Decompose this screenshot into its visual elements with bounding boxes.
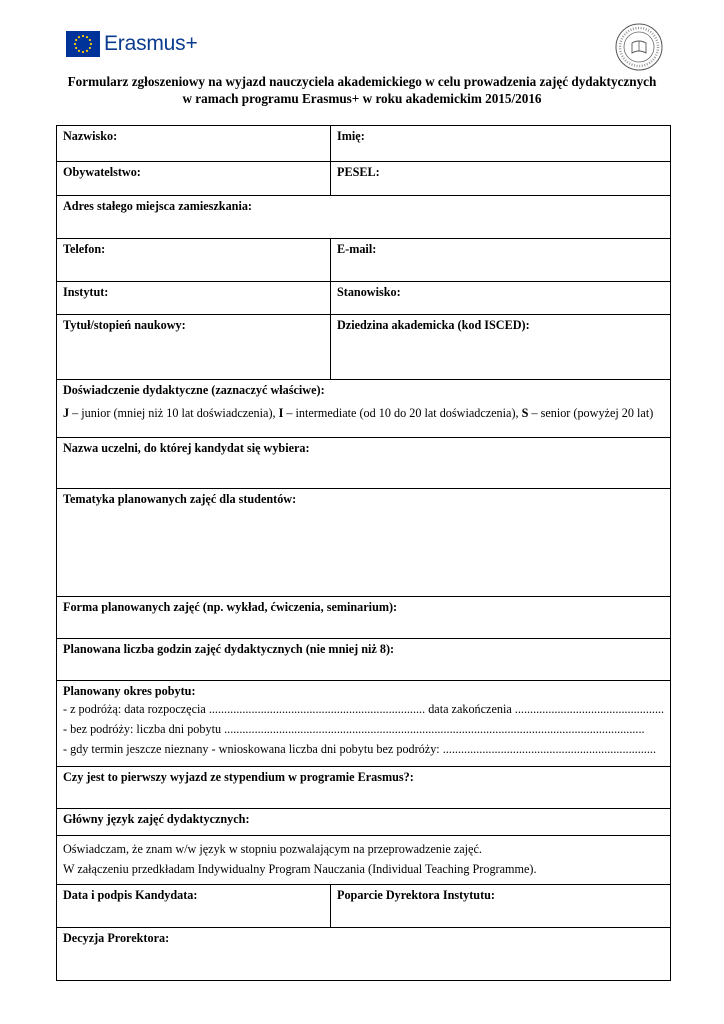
surname-label: Nazwisko: (63, 129, 118, 143)
experience-label: Doświadczenie dydaktyczne (zaznaczyć właściwe): (63, 383, 325, 397)
university-label: Nazwa uczelni, do której kandydat się wybiera: (63, 441, 310, 455)
director-label: Poparcie Dyrektora Instytutu: (337, 888, 495, 902)
experience-s: S (521, 406, 529, 420)
experience-options (63, 406, 664, 421)
first-trip-field[interactable] (57, 767, 671, 809)
decision-field[interactable] (57, 928, 671, 981)
title-line-2: w ramach programu Erasmus+ w roku akademickim 2015/2016 (182, 91, 542, 106)
field-isced-field[interactable] (331, 315, 671, 380)
decision-label: Decyzja Prorektora: (63, 931, 170, 945)
form-title (0, 73, 724, 107)
stay-label: Planowany okres pobytu: (63, 684, 196, 698)
application-form (56, 125, 671, 981)
pesel-label: PESEL: (337, 165, 380, 179)
signature-field[interactable] (57, 885, 331, 928)
first-trip-label: Czy jest to pierwszy wyjazd ze stypendium w programie Erasmus?: (63, 770, 414, 784)
experience-s-text: – senior (powyżej 20 lat) (528, 406, 654, 420)
hours-field[interactable] (57, 639, 671, 681)
erasmus-brand: Erasmus+ (104, 32, 198, 55)
institute-label: Instytut: (63, 285, 109, 299)
language-label: Główny język zajęć dydaktycznych: (63, 812, 250, 826)
citizenship-label: Obywatelstwo: (63, 165, 141, 179)
stay-unknown-line[interactable]: - gdy termin jeszcze nieznany - wnioskowana liczba dni pobytu bez podróży: ...................................................................... (63, 742, 656, 756)
university-field[interactable] (57, 438, 671, 489)
topics-field[interactable] (57, 489, 671, 597)
form-type-field[interactable] (57, 597, 671, 639)
declaration-line-2: W załączeniu przedkładam Indywidualny Program Nauczania (Individual Teaching Programme). (63, 862, 537, 876)
eu-flag-icon (66, 31, 100, 57)
experience-j: J (63, 406, 70, 420)
degree-label: Tytuł/stopień naukowy: (63, 318, 186, 332)
phone-label: Telefon: (63, 242, 106, 256)
director-support-field[interactable] (331, 885, 671, 928)
email-label: E-mail: (337, 242, 377, 256)
position-field[interactable] (331, 282, 671, 315)
erasmus-logo (66, 31, 198, 57)
experience-j-text: – junior (mniej niż 10 lat doświadczenia), (69, 406, 279, 420)
pesel-field[interactable] (331, 162, 671, 196)
hours-label: Planowana liczba godzin zajęć dydaktycznych (nie mniej niż 8): (63, 642, 395, 656)
stay-with-travel-line[interactable]: - z podróżą: data rozpoczęcia ....................................................................... data zakończenia ................................................. (63, 702, 664, 716)
surname-field[interactable] (57, 126, 331, 162)
field-isced-label: Dziedzina akademicka (kod ISCED): (337, 318, 530, 332)
form-type-label: Forma planowanych zajęć (np. wykład, ćwiczenia, seminarium): (63, 600, 398, 614)
email-field[interactable] (331, 239, 671, 282)
position-label: Stanowisko: (337, 285, 401, 299)
stay-period-field[interactable] (57, 681, 671, 767)
university-seal-icon (614, 22, 664, 72)
degree-field[interactable] (57, 315, 331, 380)
first-name-label: Imię: (337, 129, 365, 143)
experience-i: I (278, 406, 284, 420)
experience-i-text: – intermediate (od 10 do 20 lat doświadczenia), (283, 406, 522, 420)
language-field[interactable] (57, 809, 671, 836)
signature-label: Data i podpis Kandydata: (63, 888, 198, 902)
declaration-line-1: Oświadczam, że znam w/w język w stopniu pozwalającym na przeprowadzenie zajęć. (63, 842, 482, 856)
experience-field[interactable] (57, 380, 671, 438)
address-label: Adres stałego miejsca zamieszkania: (63, 199, 252, 213)
first-name-field[interactable] (331, 126, 671, 162)
declaration-block (57, 836, 671, 885)
phone-field[interactable] (57, 239, 331, 282)
institute-field[interactable] (57, 282, 331, 315)
stay-without-travel-line[interactable]: - bez podróży: liczba dni pobytu .......................................................................................................................................... (63, 722, 645, 736)
citizenship-field[interactable] (57, 162, 331, 196)
topics-label: Tematyka planowanych zajęć dla studentów: (63, 492, 297, 506)
address-field[interactable] (57, 196, 671, 239)
title-line-1: Formularz zgłoszeniowy na wyjazd nauczyciela akademickiego w celu prowadzenia zajęć dydaktycznych (67, 74, 657, 89)
